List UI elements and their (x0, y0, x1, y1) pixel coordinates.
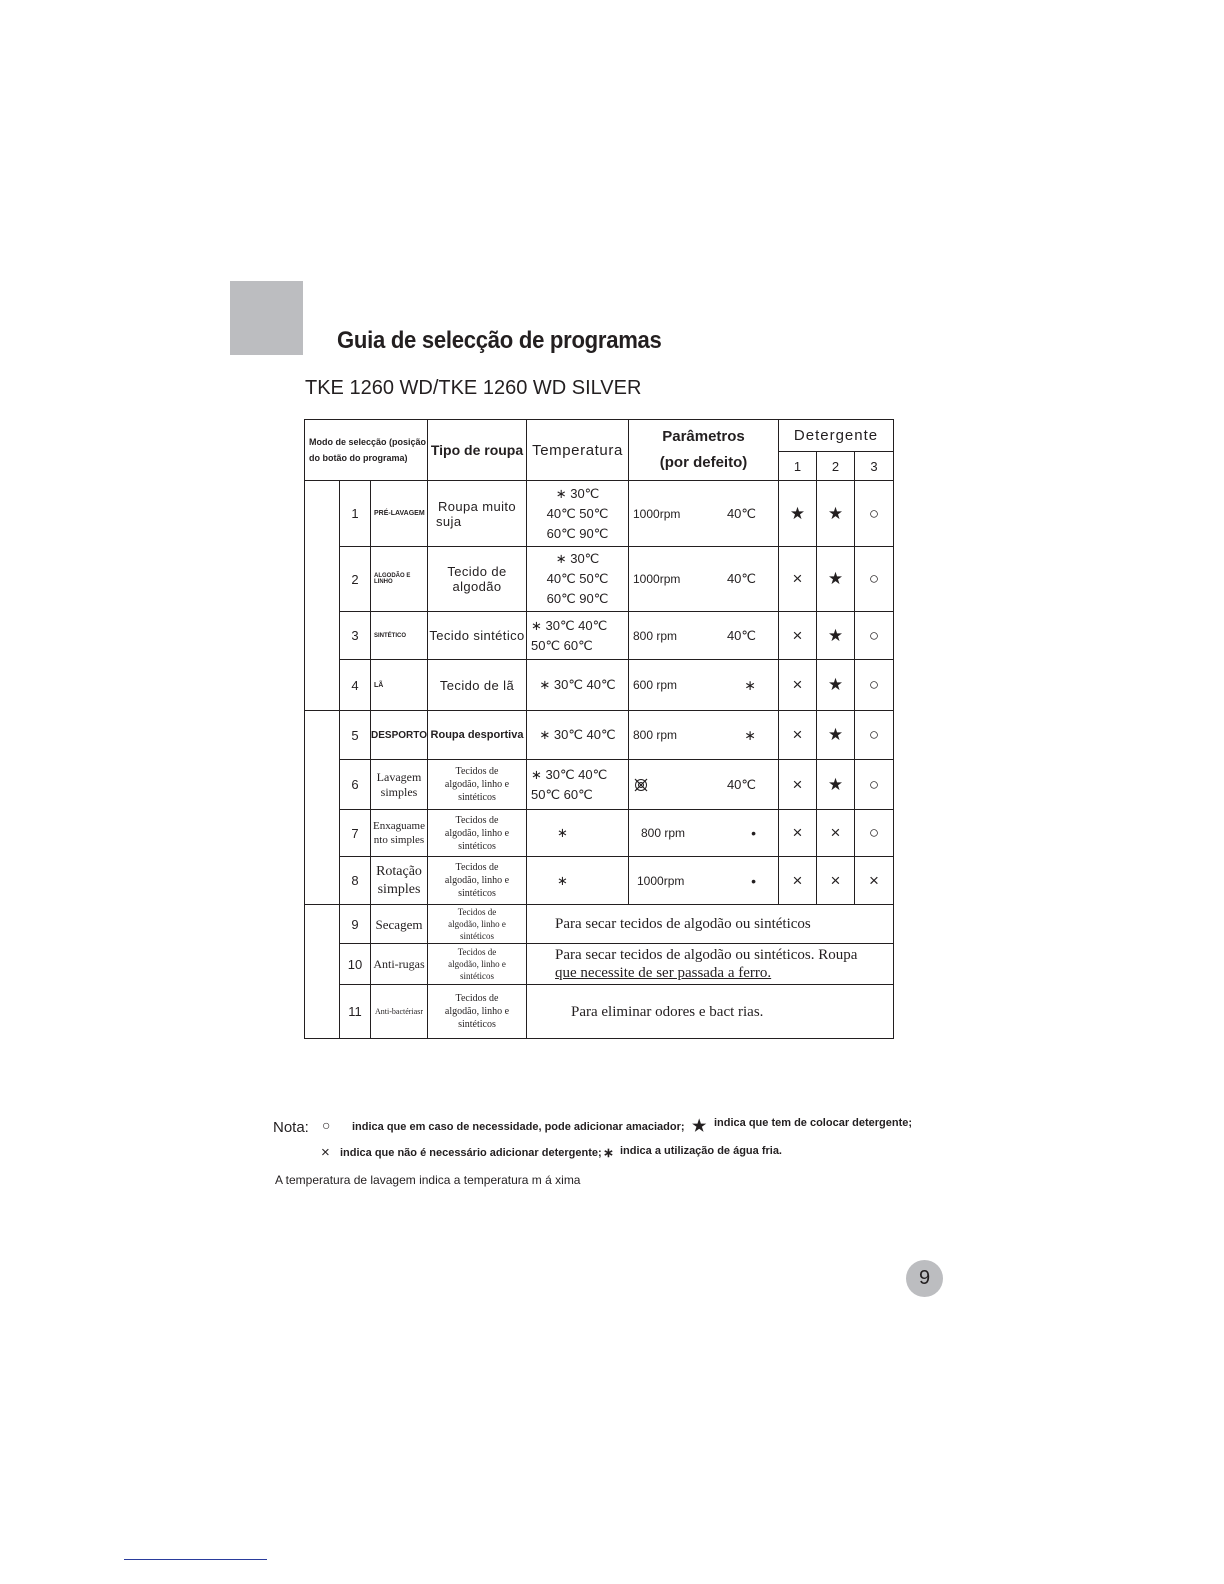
table-row (305, 944, 894, 985)
fabric-line: algodão, linho e (448, 959, 506, 969)
desc-line: Para secar tecidos de algodão ou sintéticos. Roupa (555, 947, 858, 963)
default-temp: 40℃ (726, 571, 756, 586)
fabric-line: algodão, linho e (444, 827, 510, 839)
program-number: 4 (340, 660, 371, 711)
detergent-1: × (779, 612, 817, 660)
header-det-1: 1 (779, 452, 817, 481)
name-line: nto simples (373, 834, 425, 846)
detergent-3: ○ (855, 810, 894, 857)
header-det-2: 2 (817, 452, 855, 481)
model-name: TKE 1260 WD/TKE 1260 WD SILVER (305, 377, 642, 399)
default-temp: 40℃ (726, 627, 756, 643)
parameters (629, 481, 779, 547)
temp-line: 40℃ 50℃ (546, 571, 609, 586)
fabric-line: algodão, linho e (444, 779, 510, 790)
detergent-1: × (779, 547, 817, 612)
detergent-1: × (779, 760, 817, 810)
temp-line: ∗ 30℃ 40℃ (531, 617, 608, 633)
table-row (305, 547, 894, 612)
fabric-line: Roupa muito (437, 498, 517, 514)
header-mode: Modo de selecção (posição do botão do programa) (305, 420, 428, 481)
page-number: 9 (906, 1260, 943, 1297)
spin-speed: 800 rpm (641, 826, 686, 840)
program-name: LÃ (371, 660, 428, 711)
temperatures: ∗ (527, 810, 629, 857)
detergent-2: ★ (817, 612, 855, 660)
spin-speed: 1000rpm (633, 506, 681, 521)
detergent-1: × (779, 810, 817, 857)
table-row (305, 612, 894, 660)
parameters (629, 612, 779, 660)
program-number: 2 (340, 547, 371, 612)
fabric-line: Tecido de (447, 564, 507, 579)
table-row (305, 760, 894, 810)
program-group (305, 481, 340, 711)
detergent-3: ○ (855, 760, 894, 810)
default-temp: • (751, 825, 756, 841)
program-name: Anti-rugas (371, 944, 428, 985)
header-tipo: Tipo de roupa (428, 420, 527, 481)
fabric-type (428, 905, 527, 944)
program-name: DESPORTO (371, 711, 428, 760)
spin-speed: 1000rpm (633, 572, 681, 586)
default-temp: 40℃ (726, 776, 756, 792)
footer-note: A temperatura de lavagem indica a temperatura m á xima (275, 1173, 581, 1187)
detergent-3: × (855, 857, 894, 905)
spin-speed: 1000rpm (637, 873, 685, 888)
temp-line: ∗ 30℃ (555, 551, 600, 566)
parameters (629, 810, 779, 857)
fabric-type (428, 547, 527, 612)
fabric-line: sintéticos (458, 840, 496, 852)
header-row (305, 420, 894, 452)
detergent-3: ○ (855, 660, 894, 711)
detergent-2: ★ (817, 481, 855, 547)
fabric-type (428, 481, 527, 547)
temperatures (527, 481, 629, 547)
detergent-3: ○ (855, 547, 894, 612)
program-description: Para eliminar odores e bact rias. (527, 985, 894, 1039)
fabric-type (428, 944, 527, 985)
header-det-3: 3 (855, 452, 894, 481)
fabric-line: suja (436, 513, 462, 529)
fabric-line: algodão, linho e (448, 919, 506, 929)
fabric-type: Tecido sintético (428, 612, 527, 660)
parameters (629, 660, 779, 711)
program-number: 9 (340, 905, 371, 944)
temperatures: ∗ 30℃ 40℃ (527, 711, 629, 760)
page-title: Guia de selecção de programas (337, 327, 662, 354)
fabric-line: algodão (452, 579, 502, 594)
program-group (305, 711, 340, 905)
program-number: 7 (340, 810, 371, 857)
note-star-text: indica que tem de colocar detergente; (714, 1117, 913, 1129)
temp-line: ∗ 30℃ (555, 485, 600, 501)
fabric-type (428, 985, 527, 1039)
note-asterisk-text: indica a utilização de água fria. (620, 1145, 782, 1157)
temperatures: ∗ (527, 857, 629, 905)
detergent-1: × (779, 857, 817, 905)
detergent-2: × (817, 857, 855, 905)
table-row (305, 660, 894, 711)
program-name: ALGODÃO E LINHO (371, 547, 428, 612)
name-line: Rotação (376, 863, 422, 879)
table-row (305, 857, 894, 905)
parameters (629, 711, 779, 760)
fabric-line: sintéticos (458, 888, 496, 899)
fabric-type (428, 857, 527, 905)
temp-line: 60℃ 90℃ (546, 525, 609, 541)
program-number: 5 (340, 711, 371, 760)
spin-speed: 800 rpm (633, 628, 678, 643)
program-description (527, 944, 894, 985)
detergent-2: ★ (817, 711, 855, 760)
program-name: Anti-bactériasr (371, 985, 428, 1039)
program-number: 3 (340, 612, 371, 660)
fabric-type: Tecido de lã (428, 660, 527, 711)
header-temperature: Temperatura (527, 420, 629, 481)
detergent-1: × (779, 660, 817, 711)
note-label: Nota: (273, 1119, 309, 1136)
fabric-line: Tecidos de (457, 947, 497, 957)
table-row (305, 905, 894, 944)
program-name: SINTÉTICO (371, 612, 428, 660)
name-line: simples (377, 881, 421, 897)
table-row (305, 481, 894, 547)
fabric-line: Tecidos de (455, 814, 499, 826)
program-number: 10 (340, 944, 371, 985)
default-temp: 40℃ (726, 505, 756, 521)
temp-line: 60℃ 90℃ (546, 591, 609, 606)
detergent-2: ★ (817, 660, 855, 711)
fabric-line: Tecidos de (455, 766, 499, 777)
detergent-2: ★ (817, 547, 855, 612)
temp-line: 40℃ 50℃ (546, 505, 609, 521)
fabric-line: sintéticos (460, 971, 494, 981)
program-number: 6 (340, 760, 371, 810)
temp-line: ∗ 30℃ 40℃ (531, 766, 608, 782)
cross-icon: × (321, 1144, 330, 1161)
fabric-type: Roupa desportiva (428, 711, 527, 760)
note-cross-text: indica que não é necessário adicionar detergente; (340, 1147, 602, 1159)
temperatures (527, 547, 629, 612)
program-number: 8 (340, 857, 371, 905)
star-icon: ★ (692, 1118, 707, 1135)
detergent-1: ★ (779, 481, 817, 547)
parameters (629, 857, 779, 905)
fabric-line: sintéticos (460, 931, 494, 941)
fabric-line: sintéticos (458, 792, 496, 803)
temperatures (527, 760, 629, 810)
footer-rule (124, 1559, 267, 1560)
header-parameters-line2: (por defeito) (659, 454, 748, 471)
program-name: PRÉ-LAVAGEM (371, 481, 428, 547)
spin-speed: 800 rpm (633, 728, 678, 742)
default-temp: ∗ (744, 676, 756, 693)
program-number: 11 (340, 985, 371, 1039)
header-detergent: Detergente (779, 420, 894, 452)
asterisk-icon: ∗ (603, 1145, 614, 1160)
fabric-line: algodão, linho e (444, 1006, 510, 1017)
detergent-3: ○ (855, 481, 894, 547)
parameters (629, 547, 779, 612)
desc-line: que necessite de ser passada a ferro. (555, 965, 772, 981)
fabric-line: sintéticos (458, 1019, 496, 1030)
fabric-line: Tecidos de (455, 993, 499, 1004)
detergent-3: ○ (855, 612, 894, 660)
fabric-type (428, 810, 527, 857)
program-name (371, 760, 428, 810)
default-temp: • (751, 872, 756, 889)
circle-icon: ○ (322, 1117, 331, 1133)
name-line: Enxaguame (373, 820, 425, 832)
header-parameters-line1: Parâmetros (662, 428, 745, 445)
detergent-2: × (817, 810, 855, 857)
detergent-2: ★ (817, 760, 855, 810)
temperatures (527, 612, 629, 660)
detergent-3: ○ (855, 711, 894, 760)
program-name (371, 810, 428, 857)
fabric-line: algodão, linho e (444, 875, 510, 886)
detergent-1: × (779, 711, 817, 760)
fabric-line: Tecidos de (455, 862, 499, 873)
default-temp: ∗ (744, 726, 756, 743)
name-line: simples (380, 784, 418, 799)
table-row (305, 810, 894, 857)
program-name: Secagem (371, 905, 428, 944)
program-number: 1 (340, 481, 371, 547)
name-line: Lavagem (376, 769, 422, 784)
no-spin-icon (633, 777, 649, 793)
parameters (629, 760, 779, 810)
note-circle-text: indica que em caso de necessidade, pode adicionar amaciador; (352, 1121, 685, 1133)
program-name (371, 857, 428, 905)
table-row (305, 711, 894, 760)
program-group (305, 905, 340, 1039)
header-parameters (629, 420, 779, 481)
section-marker (230, 281, 303, 355)
fabric-type (428, 760, 527, 810)
program-guide-table (304, 419, 894, 1039)
temp-line: 50℃ 60℃ (531, 786, 593, 802)
temp-line: 50℃ 60℃ (531, 637, 593, 653)
fabric-line: Tecidos de (457, 907, 497, 917)
program-description: Para secar tecidos de algodão ou sintéticos (527, 905, 894, 944)
table-row (305, 985, 894, 1039)
temperatures: ∗ 30℃ 40℃ (527, 660, 629, 711)
spin-speed: 600 rpm (633, 678, 678, 692)
